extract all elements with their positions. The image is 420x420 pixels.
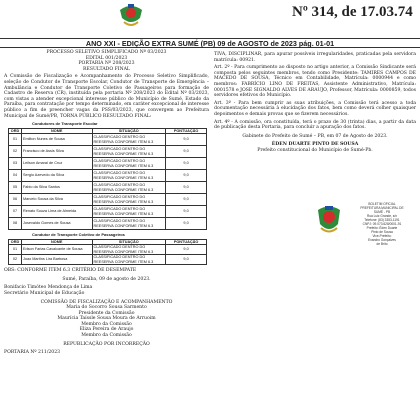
school-transport-table — [8, 128, 207, 230]
cell-pontuacao: 9,0 — [166, 182, 207, 194]
col-header-pontuacao: PONTUAÇÃO — [166, 128, 207, 133]
table1-title: Condutores de Transporte Escolar — [32, 121, 98, 127]
table-row — [9, 170, 207, 182]
cell-nome: Fabio da Silva Santos — [21, 182, 92, 194]
portaria-reference: Nº 314, de 17.03.74 — [292, 4, 413, 20]
col-header-nome: NOME — [21, 128, 92, 133]
table-row — [9, 182, 207, 194]
table-row — [9, 255, 207, 265]
cell-nome: Marcelo Sousa da Silva — [21, 194, 92, 206]
table2-title: Condutor de Transporte Coletivo de Passageiros — [32, 232, 125, 238]
cell-pontuacao: 9,0 — [166, 245, 207, 255]
cell-situacao: CLASSIFICADO DENTRO DO REESERVA CONFORME ITEM 6.3 — [92, 158, 166, 170]
col-header-situacao: SITUAÇÃO — [92, 128, 166, 133]
commission-member: Eliza Pereira de Araujo — [79, 327, 134, 333]
cell-situacao: CLASSIFICADO DENTRO DO REESERVA CONFORME ITEM 6.3 — [92, 245, 166, 255]
col-header-situacao: SITUAÇÃO — [92, 239, 166, 244]
cell-nome: Leilson Amaral de Cruz — [21, 158, 92, 170]
cell-nome: Emilton Nunes de Sousa — [21, 134, 92, 146]
cell-situacao: CLASSIFICADO DENTRO DO REESERVA CONFORME ITEM 6.3 — [92, 255, 166, 265]
cell-pontuacao: 9,0 — [166, 134, 207, 146]
article-2: Art. 2º - Para cumprimento ao disposto no artigo anterior, a Comissão Sindicante será composta pelos seguintes membros, tendo como Presidente: TAMIRES CAMPOS DE MACEDO DE SOUSA, Técnico em Contabilidade, Matrícula: 0000944 e como membros: FABRÍCIO LINO DE FREITAS, Assistente Administrativo, Matrícula: 0001578 e JOSE SIGNALDO ALVES DE ARAUJO, Professor, Matrícula: 0000859, todos servidores efetivos do Município. — [214, 65, 416, 99]
cell-pontuacao: 9,0 — [166, 194, 207, 206]
edital-number: EDITAL 001/2023 — [85, 55, 128, 61]
cell-pontuacao: 9,0 — [166, 170, 207, 182]
cell-pontuacao: 9,0 — [166, 206, 207, 218]
table-row — [9, 206, 207, 218]
process-title: PROCESSO SELETIVO SIMPLIFICADO Nº 03/2023 — [46, 50, 167, 55]
obs-note: OBS: CONFORME ITEM 6.3 CRITÉRIO DE DESEMPATE — [4, 268, 137, 274]
cell-ord: 03 — [9, 158, 22, 170]
commission-member: Maurícia Taíssle Sousa Moura de Arruoim — [57, 316, 156, 322]
cell-ord: 02 — [9, 255, 22, 265]
table-row — [9, 194, 207, 206]
right-column — [214, 50, 416, 154]
boletim-line: Telefone: (83) 3353-1191 — [364, 218, 400, 222]
boletim-line: PREFEITURA MUNICIPAL DE SUMÉ - PB — [360, 206, 404, 214]
boletim-emblem-icon — [312, 202, 346, 236]
col-header-nome: NOME — [21, 239, 92, 244]
cell-ord: 01 — [9, 245, 22, 255]
boletim-line: Rua Luiz Grande, s/n — [366, 214, 398, 218]
intro-paragraph: A Comissão de Fiscalização e Acompanhamento do Processo Seletivo Simplificado, seleção de Condutor de Transporte Escolar, Condutor de Transporte de Emergência – Ambulância e Condutor de Transporte Coletivo de Passageiros para formação de Cadastro de Reserva (CR), instituída pela portaria Nº 208/2023 do Edital Nº 03/2023, com vistas a atender excepcional interesse público do Município de Sumé, Estado da Paraíba, para contratação por tempo determinado, em caráter excepcional de interesse público a fim de preencher vagas da PSS/03/2023, que convergem ao Prefeitura Municipal de Sumé/PB, TORNA PÚBLICO RESULTADO FINAL: — [4, 74, 209, 119]
col-header-ord: ORD — [9, 128, 22, 133]
cell-nome: Edson Farias Cavalcante de Sousa — [21, 245, 92, 255]
boletim-info — [356, 202, 408, 246]
secretary-name: Bonifacio Timóteo Mendonça de Lima — [4, 285, 93, 291]
cell-pontuacao: 9,0 — [166, 158, 207, 170]
cell-ord: 02 — [9, 146, 22, 158]
cell-pontuacao: 9,0 — [166, 146, 207, 158]
cell-situacao: CLASSIFICADO DENTRO DO REESERVA CONFORME ITEM 6.3 — [92, 206, 166, 218]
closing-line: Gabinete do Prefeito de Sumé – PB, em 07 de Agosto de 2023. — [242, 133, 388, 139]
paragraph-continuation: TIVA, DISCIPLINAR, para apurar possíveis irregularidades, praticadas pela servidora matrícula: 00921. — [214, 52, 416, 63]
commission-role: Presidente da Comissão — [78, 310, 135, 316]
boletim-line: BOLETIM OFICIAL — [368, 202, 396, 206]
place-date: Sumé, Paraíba, 09 de agosto de 2023. — [62, 276, 151, 282]
boletim-line: de Brito — [376, 242, 388, 246]
portaria-footer: PORTARIA Nº 211/2023 — [4, 350, 61, 356]
boletim-line: CNPJ: 09.073.628/0001-91 — [362, 222, 402, 226]
cell-pontuacao: 9,0 — [166, 218, 207, 230]
republication-heading: REPUBLICAÇÃO POR INCORREÇÃO — [63, 341, 150, 347]
cell-ord: 01 — [9, 134, 22, 146]
boletim-line: Vice-Prefeito: — [372, 234, 392, 238]
cell-nome: Francisco de Assis Silva — [21, 146, 92, 158]
table-row — [9, 218, 207, 230]
masthead — [0, 0, 420, 38]
mayor-name: ÉDEN DUARTE PINTO DE SOUSA — [271, 142, 359, 148]
secretary-title: Secretário Municipal de Educação — [4, 290, 85, 296]
col-header-ord: ORD — [9, 239, 22, 244]
cell-nome: Joao Martins Lira Barbosa — [21, 255, 92, 265]
commission-role: Membro da Comissão — [81, 333, 132, 339]
cell-pontuacao: 9,0 — [166, 255, 207, 265]
cell-situacao: CLASSIFICADO DENTRO DO REESERVA CONFORME ITEM 6.3 — [92, 146, 166, 158]
cell-situacao: CLASSIFICADO DENTRO DO REESERVA CONFORME ITEM 6.3 — [92, 218, 166, 230]
table-row — [9, 134, 207, 146]
cell-situacao: CLASSIFICADO DENTRO DO REESERVA CONFORME ITEM 6.3 — [92, 194, 166, 206]
cell-ord: 04 — [9, 170, 22, 182]
mayor-title: Prefeito constitucional do Município de Sumé-Pb. — [257, 147, 373, 153]
cell-ord: 07 — [9, 206, 22, 218]
cell-situacao: CLASSIFICADO DENTRO DO REESERVA CONFORME ITEM 6.3 — [92, 134, 166, 146]
boletim-line: Pinto de Sousa — [371, 230, 393, 234]
boletim-line: Prefeito: Éden Duarte — [366, 226, 398, 230]
cell-ord: 05 — [9, 182, 22, 194]
left-column — [4, 50, 209, 356]
cell-nome: Renato Souza Lima de Almeida — [21, 206, 92, 218]
article-3: Art. 3º - Para bem cumprir as suas atribuições, a Comissão terá acesso a toda documentação necessária à elucidação dos fatos, bem como deverá colher quaisquer depoimentos e demais provas que se fizerem necessários. — [214, 100, 416, 117]
article-4: Art. 4º - A comissão, ora constituída, terá o prazo de 30 (trinta) dias, a partir da data de publicação desta Portaria, para concluir a apuração dos fatos. — [214, 119, 416, 131]
commission-title: COMISSÃO DE FISCALIZAÇÃO E ACOMPANHAMENTO — [40, 299, 173, 305]
cell-ord: 06 — [9, 194, 22, 206]
cell-ord: 08 — [9, 218, 22, 230]
cell-situacao: CLASSIFICADO DENTRO DO REESERVA CONFORME ITEM 6.3 — [92, 170, 166, 182]
commission-role: Membro da Comissão — [81, 321, 132, 327]
result-heading: RESULTADO FINAL — [83, 66, 130, 72]
cell-nome: Sergio Azevedo da Silva — [21, 170, 92, 182]
portaria-number: PORTARIA Nº 208/2023 — [78, 61, 135, 67]
commission-member: Maria do Socorro Sousa Sarmento — [66, 305, 147, 311]
cell-situacao: CLASSIFICADO DENTRO DO REESERVA CONFORME ITEM 6.3 — [92, 182, 166, 194]
boletim-line: Evandro Gonçalves — [368, 238, 396, 242]
edition-line: ANO XXI - EDIÇÃO EXTRA SUMÉ (PB) 09 de AGOSTO de 2023 pág. 01-01 — [0, 38, 420, 48]
table-row — [9, 245, 207, 255]
table-row — [9, 146, 207, 158]
table-row — [9, 158, 207, 170]
col-header-pontuacao: PONTUAÇÃO — [166, 239, 207, 244]
municipal-crest-logo — [116, 0, 146, 30]
cell-nome: Josevaldo Gomes de Sousa — [21, 218, 92, 230]
collective-transport-table — [8, 239, 207, 265]
